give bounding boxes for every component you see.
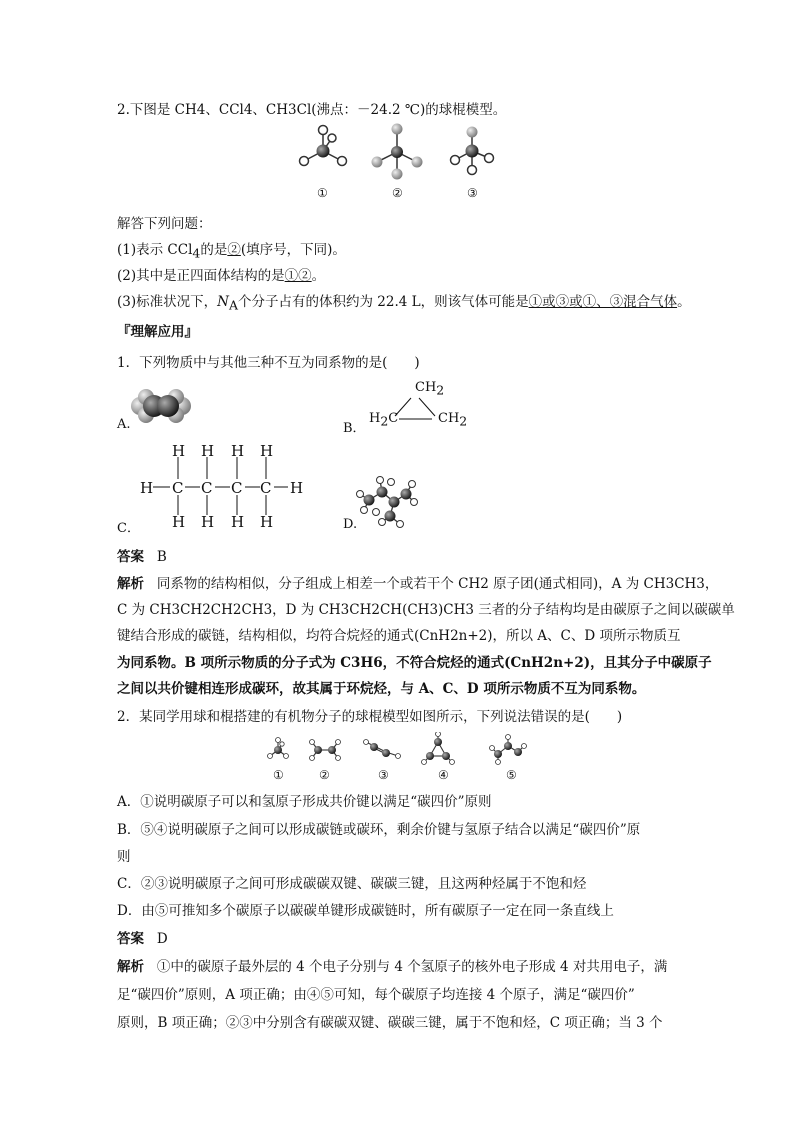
q2b-opt-c: C．②③说明碳原子之间可形成碳碳双键、碳碳三键，且这两种烃属于不饱和烃: [117, 876, 587, 892]
q2b-opt-b-2: 则: [117, 849, 131, 865]
q1-opt-b-ch2-top: $CH_2$: [415, 380, 445, 398]
q2b-models-figure: [262, 732, 532, 768]
q1-opt-c-c4: C: [260, 479, 272, 497]
q1-opt-c-h-bot-1: H: [172, 513, 186, 531]
q2b-label-5: ⑤: [506, 768, 517, 782]
q1-opt-a-label: A.: [117, 417, 131, 432]
q2b-label-4: ④: [438, 768, 449, 782]
q1-opt-c-h-bot-3: H: [231, 513, 245, 531]
model-label-1: ①: [317, 186, 328, 200]
q1-opt-d-label: D.: [343, 517, 358, 532]
q2b-analysis-1: 解析 ①中的碳原子最外层的 4 个电子分别与 4 个氢原子的核外电子形成 4 对共用电子，满: [117, 959, 668, 975]
q2b-opt-d: D．由⑤可推知多个碳原子以碳碳单键形成碳链时，所有碳原子一定在同一条直线上: [117, 903, 614, 919]
q1-opt-c-c3: C: [231, 479, 243, 497]
q1-analysis-5: 之间以共价键相连形成碳环，故其属于环烷烃，与 A、C、D 项所示物质不互为同系物。: [117, 681, 646, 697]
model-ch4: [300, 126, 347, 166]
q1-opt-b-label: B．: [343, 421, 366, 436]
q2b-label-1: ①: [273, 768, 284, 782]
q1-opt-a-space-filling-model: [128, 386, 194, 426]
q1-opt-c-c2: C: [201, 479, 213, 497]
section-title: 『理解应用』: [117, 324, 198, 340]
ball-stick-models-figure: [290, 118, 510, 188]
q2-answer-3: (3)标准状况下，$N_A$个分子占有的体积约为 22.4 L，则该气体可能是①或③或①、③混合气体。: [117, 294, 691, 313]
q2-answer-2: (2)其中是正四面体结构的是①②。: [117, 268, 326, 284]
q1-opt-c-h-top-3: H: [231, 442, 245, 460]
q1-opt-c-h-right: H: [290, 479, 304, 497]
q1-analysis-4: 为同系物。B 项所示物质的分子式为 C3H6，不符合烷烃的通式(CnH2n+2)，且其分子中碳原子: [117, 655, 712, 671]
q1-opt-c-h-bot-4: H: [260, 513, 274, 531]
q1-opt-c-h-top-4: H: [260, 442, 274, 460]
q1-opt-b-ch2-right: $CH_2$: [438, 411, 468, 429]
q1-opt-d-ball-stick-model: [354, 472, 424, 532]
q2b-analysis-2: 足“碳四价”原则，A 项正确；由④⑤可知，每个碳原子均连接 4 个原子，满足“碳四价”: [117, 987, 635, 1003]
q1-analysis-2: C 为 CH3CH2CH2CH3，D 为 CH3CH2CH(CH3)CH3 三者的分子结构均是由碳原子之间以碳碳单: [117, 602, 735, 618]
q1-opt-c-bonds: [140, 442, 310, 532]
q1-stem: 1．下列物质中与其他三种不互为同系物的是( ): [117, 355, 420, 371]
model-label-2: ②: [392, 186, 403, 200]
model-ccl4: [372, 124, 423, 180]
q2b-label-3: ③: [378, 768, 389, 782]
q1-answer: 答案 B: [117, 549, 167, 565]
model-ch3cl: [451, 127, 494, 175]
q1-opt-c-c1: C: [172, 479, 184, 497]
q1-opt-c-h-top-2: H: [201, 442, 215, 460]
q2-answer-1: (1)表示 CCl$_4$的是②(填序号，下同)。: [117, 242, 346, 261]
q2-intro-text: 2.下图是 CH4、CCl4、CH3Cl(沸点：－24.2 ℃)的球棍模型。: [117, 102, 507, 118]
q1-opt-c-label: C．: [117, 521, 140, 536]
q2b-label-2: ②: [319, 768, 330, 782]
q2b-opt-a: A．①说明碳原子可以和氢原子形成共价键以满足“碳四价”原则: [117, 794, 492, 810]
q1-opt-b-h2c: $H_2C$: [369, 411, 399, 429]
q1-opt-c-h-top-1: H: [172, 442, 186, 460]
q2b-answer: 答案 D: [117, 931, 168, 947]
q2b-stem: 2．某同学用球和棍搭建的有机物分子的球棍模型如图所示，下列说法错误的是( ): [117, 709, 623, 725]
q2b-analysis-3: 原则，B 项正确；②③中分别含有碳碳双键、碳碳三键，属于不饱和烃，C 项正确；当 3 个: [117, 1015, 663, 1031]
q1-opt-c-h-bot-2: H: [201, 513, 215, 531]
model-label-3: ③: [467, 186, 478, 200]
q2b-opt-b-1: B．⑤④说明碳原子之间可以形成碳链或碳环，剩余价键与氢原子结合以满足“碳四价”原: [117, 822, 641, 838]
q1-analysis-1: 解析 同系物的结构相似，分子组成上相差一个或若干个 CH2 原子团(通式相同)，A 为 CH3CH3，: [117, 576, 719, 592]
q2-prompt: 解答下列问题：: [117, 216, 212, 232]
q1-opt-c-h-left: H: [140, 479, 154, 497]
q1-analysis-3: 键结合形成的碳链，结构相似，均符合烷烃的通式(CnH2n+2)，所以 A、C、D 项所示物质互: [117, 628, 681, 644]
